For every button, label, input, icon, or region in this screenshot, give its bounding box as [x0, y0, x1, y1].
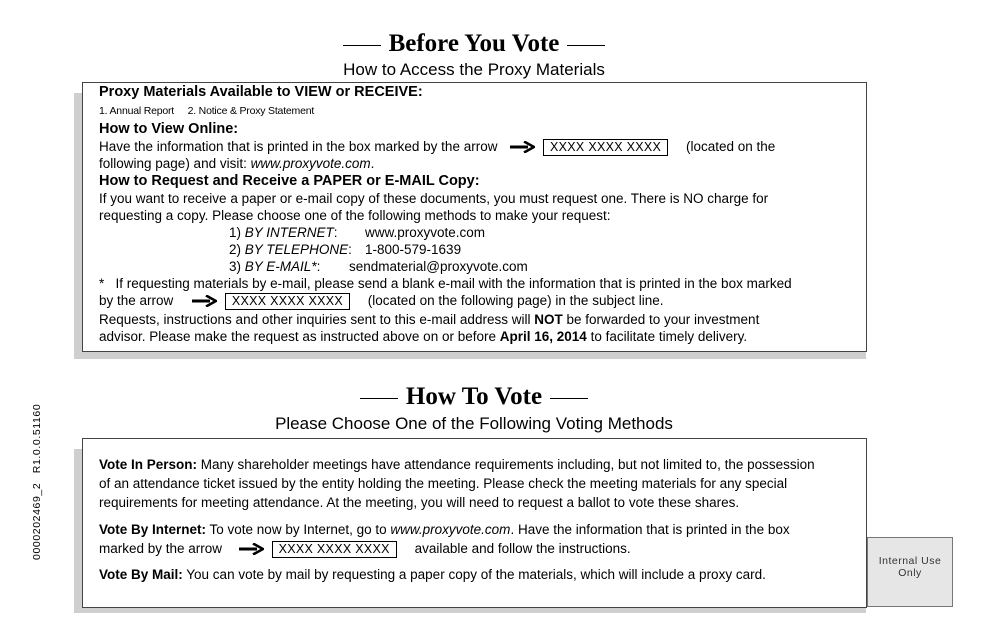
in-person-text: Many shareholder meetings have attendance requirements including, but not limited to, the possession [197, 457, 815, 472]
vote-internet-line-2 [99, 540, 631, 558]
request-line-2: requesting a copy. Please choose one of the following methods to make your request: [99, 208, 611, 223]
side-document-code: 0000202469_2 R1.0.0.51160 [31, 403, 43, 560]
internet-text-2: marked by the arrow [99, 541, 223, 556]
before-title-text: Before You Vote [388, 30, 560, 57]
vote-mail-label: Vote By Mail: [99, 567, 183, 582]
before-you-vote-subtitle: How to Access the Proxy Materials [343, 60, 605, 79]
method-label: BY E-MAIL* [244, 259, 317, 274]
title-rule-right [550, 398, 588, 399]
inquiry-line-2 [99, 328, 747, 345]
request-line-1: If you want to receive a paper or e-mail copy of these documents, you must request one. There is NO charge for [99, 191, 769, 206]
vote-in-person-line-2: of an attendance ticket issued by the entity holding the meeting. Please check the meeting materials for any special [99, 476, 788, 491]
internal-use-box: Internal Use Only [867, 537, 953, 607]
internet-text-2-end: available and follow the instructions. [414, 541, 631, 556]
method-email-value: sendmaterial@proxyvote.com [349, 259, 528, 274]
inquiry-text-2: advisor. Please make the request as instructed above on or before [99, 329, 500, 344]
materials-list: 1. Annual Report 2. Notice & Proxy Statement [99, 105, 315, 117]
vote-internet-line-1 [99, 521, 790, 538]
email-note-text: by the arrow [99, 293, 174, 308]
vote-internet-label: Vote By Internet: [99, 522, 207, 537]
method-label: BY INTERNET [244, 225, 334, 240]
vote-in-person-line-1 [99, 456, 815, 473]
how-to-vote-subtitle: Please Choose One of the Following Voting Methods [275, 414, 673, 433]
view-online-heading: How to View Online: [99, 121, 239, 137]
method-num: 1) [229, 225, 242, 240]
method-internet [229, 224, 338, 241]
view-text: Have the information that is printed in the box marked by the arrow [99, 139, 498, 154]
email-note-after: (located on the following page) in the subject line. [367, 293, 664, 308]
internet-text-end: . Have the information that is printed in the box [510, 522, 790, 537]
inquiry-text: Requests, instructions and other inquiries sent to this e-mail address will [99, 312, 535, 327]
mail-text: You can vote by mail by requesting a paper copy of the materials, which will include a proxy card. [182, 567, 766, 582]
arrow-icon [191, 295, 217, 307]
internet-text: To vote now by Internet, go to [206, 522, 391, 537]
title-rule-left [343, 45, 381, 46]
before-you-vote-title [0, 30, 948, 58]
proxy-materials-box [82, 82, 867, 352]
arrow-icon [509, 141, 535, 153]
deadline-date: April 16, 2014 [499, 329, 587, 344]
email-note-line-1: * If requesting materials by e-mail, please send a blank e-mail with the information that is printed in the box marked [99, 276, 792, 291]
method-num: 2) [229, 242, 242, 257]
method-suffix: : [316, 259, 321, 274]
inquiry-line-1 [99, 311, 759, 328]
title-rule-left [360, 398, 398, 399]
view-online-line-2 [99, 155, 374, 172]
method-email [229, 258, 320, 275]
proxyvote-link[interactable]: www.proxyvote.com [390, 522, 511, 537]
control-number-box: XXXX XXXX XXXX [225, 293, 350, 310]
view-text-after: (located on the [685, 139, 776, 154]
view-text-2a: following page) and visit: [99, 156, 251, 171]
request-heading: How to Request and Receive a PAPER or E-MAIL Copy: [99, 173, 480, 189]
inquiry-text-end: be forwarded to your investment [562, 312, 760, 327]
method-internet-value: www.proxyvote.com [365, 225, 486, 240]
vote-in-person-label: Vote In Person: [99, 457, 198, 472]
inquiry-not: NOT [534, 312, 563, 327]
email-note-line-2 [99, 292, 664, 310]
control-number-box: XXXX XXXX XXXX [272, 541, 397, 558]
method-suffix: : [333, 225, 338, 240]
method-telephone-value: 1-800-579-1639 [365, 242, 462, 257]
materials-heading: Proxy Materials Available to VIEW or RECEIVE: [99, 84, 423, 100]
title-rule-right [567, 45, 605, 46]
view-online-line-1 [99, 138, 775, 156]
method-telephone [229, 241, 352, 258]
proxyvote-link[interactable]: www.proxyvote.com [250, 156, 371, 171]
method-num: 3) [229, 259, 242, 274]
inquiry-text-2-end: to facilitate timely delivery. [586, 329, 748, 344]
vote-in-person-line-3: requirements for meeting attendance. At the meeting, you will need to request a ballot to vote these shares. [99, 495, 740, 510]
control-number-box: XXXX XXXX XXXX [543, 139, 668, 156]
how-title-text: How To Vote [405, 383, 543, 410]
arrow-icon [238, 543, 264, 555]
method-suffix: : [348, 242, 352, 257]
voting-methods-box [82, 438, 867, 608]
method-label: BY TELEPHONE [244, 242, 349, 257]
vote-mail-line [99, 566, 766, 583]
how-to-vote-title [0, 383, 948, 411]
view-text-2c: . [370, 156, 375, 171]
